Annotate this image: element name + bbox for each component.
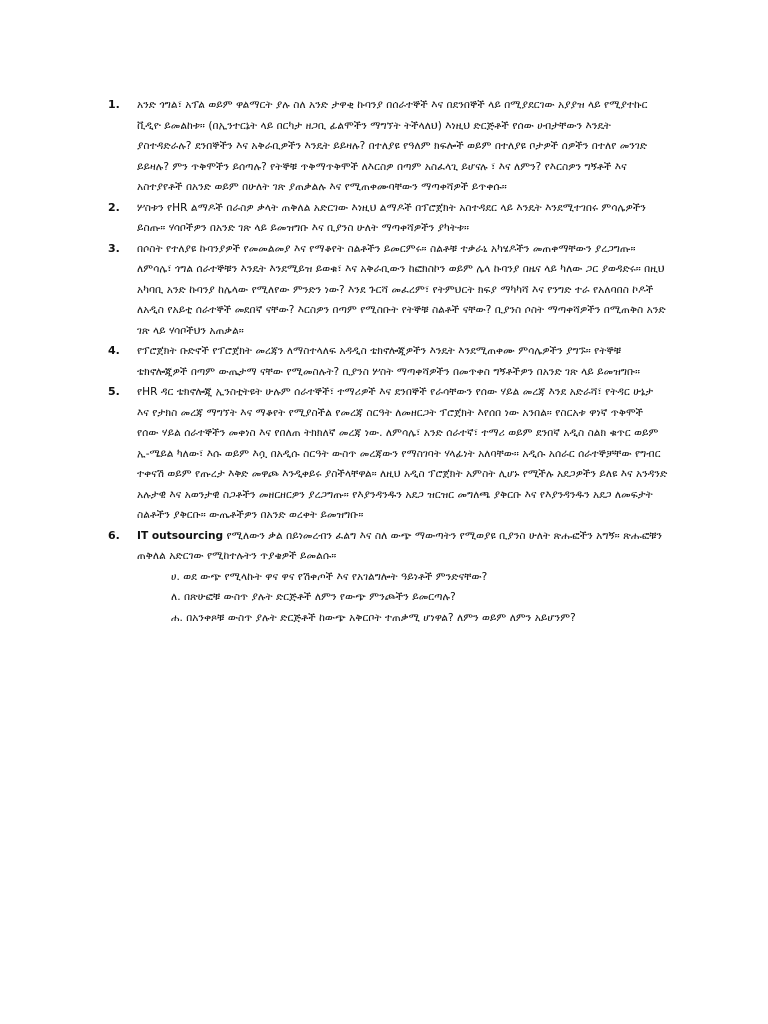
sub-question-list: [137, 567, 668, 629]
list-item-5: [108, 382, 668, 526]
item-number: 5.: [108, 385, 120, 398]
item-body: የሚለውን ቃል በይነመረብን ፈልግ እና ስለ ውጭ ማውጣትን የሚወያዩ ቢያንስ ሁለት ጽሑፎችን አግኝ። ጽሑፎቹን ጠቅለል አድርገው የሚከተሉትን ጥያቄዎች ይመልሱ።: [137, 529, 663, 562]
sub-question-c: ሐ. በአንቀጾቹ ውስጥ ያሉት ድርጅቶች ከውጭ አቅርቦት ተጠቃሚ ሆነዋል? ለምን ወይም ለምን አይሆንም?: [171, 611, 576, 624]
item-text: አንድ ጎግል፣ አፕል ወይም ዋልማርት ያሉ ስለ አንድ ታዋቂ ኩባንያ በሰራተኞች እና በደንበኞች ላይ በሚያደርገው አያያዝ ላይ የሚያተኩር ቪዲዮ ይመልከቱ። (በኢንተርኔት ላይ በርካታ ዘጋቢ ፊልሞችን ማግኘት ትችላለህ) እነዚህ ድርጅቶች የሰው ሀብታቸውን እንዴት ያስተዳድራሉ? ደንበኞችን እና አቅራቢዎችን እንዴት ይይዛሉ? በተለያዩ የዓለም ክፍሎች ወይም በተለያዩ ቦታዎች ሰዎችን በተለየ መንገድ ይይዛሉ? ምን ጥቅሞችን ይሰጣሉ? የትኞቹ ጥቅማጥቅሞች ለእርስዎ በጣም አስፈላጊ ይሆናሉ ፣ እና ለምን? የእርስዎን ግኝቶች እና አስተያየቶች በአንድ ወይም በሁለት ገጽ ያጠቃልሉ እና የሚጠቀሙባቸውን ማጣቀሻዎች ይጥቀሱ።: [137, 99, 648, 193]
list-item-3: [108, 239, 668, 342]
item-number: 2.: [108, 200, 120, 214]
item-number: 4.: [108, 344, 120, 357]
item-text: የፕሮጀክት ቡድኖች የፕሮጀክት መረጃን ለማስተላለፍ አዳዲስ ቴክኖሎጂዎችን እንዴት እንደሚጠቀሙ ምሳሌዎችን ያግኙ። የትኞቹ ቴክኖሎጂዎች በጣም ውጤታማ ናቸው የሚመስሉት? ቢያንስ ሦስት ማጣቀሻዎችን በመጥቀስ ግኝቶችዎን በአንድ ገጽ ላይ ይመዝግቡ።: [137, 345, 641, 378]
item-text: በሶስት የተለያዩ ኩባንያዎች የመመልመያ እና የማቆየት ስልቶችን ይመርምሩ። ስልቶቹ ተቃራኒ አካሄዶችን መጠቀማቸውን ያረጋግጡ። ለምሳሌ፣ ጎግል ሰራተኞቹን እንዴት እንደሚይዝ ይወቁ፣ እና አቅራቢውን ከፎክስኮን ወይም ሌላ ኩባንያ በዜና ላይ ካለው ጋር ያወዳድሩ። በዚህ አካባቢ አንድ ኩባንያ ከሌላው የሚለየው ምንድን ነው? እንደ ጉርሻ መፈረም፣ የትምህርት ክፍያ ማካካሻ እና የንግድ ተራ የአለባበስ ኮዶች ለአዲስ የአይቲ ሰራተኞች መደበኛ ናቸው? እርስዎን በጣም የሚስቡት የትኞቹ ስልቶች ናቸው? ቢያንስ ሶስት ማጣቀሻዎችን በሚጠቅስ አንድ ገጽ ላይ ሃሳቦችህን አጠቃል።: [137, 242, 666, 337]
item-text: የHR ዳር ቴክኖሎጂ ኢንስቲትዩት ሁሉም ሰራተኞች፣ ተማሪዎች እና ደንበኞች የራሳቸውን የሰው ሃይል መረጃ እንደ አድራሻ፣ የትዳር ሁኔታ እና የታክስ መረጃ ማግኘት እና ማቆየት የሚያስችል የመረጃ ስርዓት ለመዘርጋት ፕሮጀክት እየሰበ ነው አንበል። የስርአቱ ዋነኛ ጥቅሞች የሰው ሃይል ሰራተኞችን መቀነስ እና የበለጠ ትክክለኛ መረጃ ነው. ለምሳሌ፣ አንድ ሰራተኛ፣ ተማሪ ወይም ደንበኛ አዲስ ስልክ ቁጥር ወይም ኢ-ሜይል ካለው፣ እሱ ወይም እሷ በአዲሱ ስርዓት ውስጥ መረጃውን የማስገባት ሃላፊነት አለባቸው። አዲሱ አሰራር ሰራተኞቻቸው የግብር ተቀናሽ ወይም የጡረታ እቅድ መዋጮ እንዲቀይሩ ያስችላቸዋል። ለዚህ አዲስ ፕሮጀክት አምስት ሊሆኑ የሚችሉ አደጋዎችን ይለዩ እና አንዳንድ አሉታዊ እና አወንታዊ ስጋቶችን መዘርዘርዎን ያረጋግጡ። የእያንዳንዱን አደጋ ዝርዝር መግለጫ ያቅርቡ እና የእያንዳንዱን አደጋ ለመፍታት ስልቶችን ያቅርቡ። ውጤቶችዎን በአንድ ወረቀት ይመዝግቡ።: [137, 386, 668, 521]
item-lead-term: IT outsourcing: [137, 529, 224, 542]
list-item-1: [108, 95, 668, 198]
item-number: 1.: [108, 98, 120, 111]
item-number: 3.: [108, 241, 120, 255]
sub-question-a: ሀ. ወደ ውጭ የሚላኩት ዋና ዋና የሽቀጦች እና የአገልግሎት ዓይነቶች ምንድናቸው?: [171, 570, 488, 583]
assignment-list: [108, 95, 668, 628]
item-text: ሦስቱን የHR ልማዶች በራስዎ ቃላት ጠቅለል አድርገው እነዚህ ልማዶች በፕሮጀክት አስተዳደር ላይ እንዴት እንደሚተገበሩ ምሳሌዎችን ይስጡ። ሃሳቦችዎን በአንድ ገጽ ላይ ይመዝግቡ እና ቢያንስ ሁለት ማጣቀሻዎችን ያካትቱ።: [137, 201, 646, 234]
item-text: [137, 526, 668, 567]
item-number: 6.: [108, 528, 120, 542]
list-item-4: [108, 341, 668, 382]
sub-question-b: ለ. በጽሁፎቹ ውስጥ ያሉት ድርጅቶች ለምን የውጭ ምንጮችን ይመርጣሉ?: [171, 591, 456, 603]
list-item-6: [108, 526, 668, 629]
list-item-2: [108, 198, 668, 239]
